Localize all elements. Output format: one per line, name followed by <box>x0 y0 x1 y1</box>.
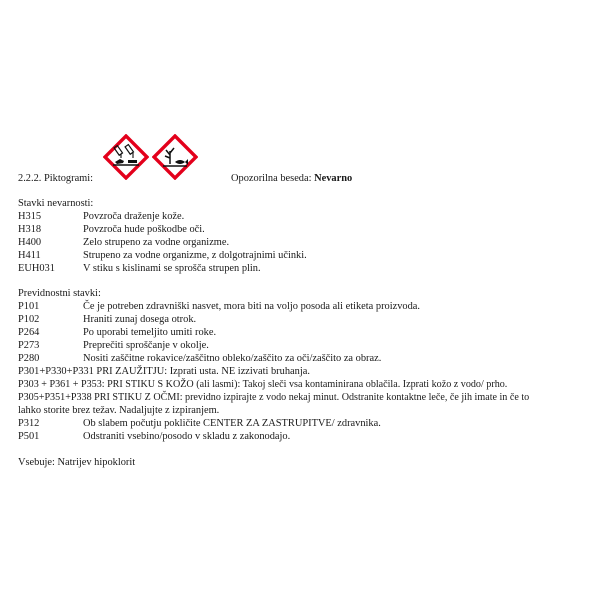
ghs05-corrosion-icon <box>103 134 149 180</box>
precautionary-text: Če je potreben zdravniški nasvet, mora biti na voljo posoda ali etiketa proizvoda. <box>83 301 421 312</box>
hazard-text: Povzroča hude poškodbe oči. <box>83 224 205 235</box>
precautionary-code: P264 <box>18 327 40 338</box>
precautionary-code: P273 <box>18 340 40 351</box>
precautionary-heading: Previdnostni stavki: <box>18 288 101 299</box>
precautionary-code: P501 <box>18 431 40 442</box>
precautionary-combined-p303: P303 + P361 + P353: PRI STIKU S KOŽO (ali lasmi): Takoj sleči vsa kontaminirana oblačila. Izprati kožo z vodo/ prho. <box>18 379 508 390</box>
precautionary-combined-p305: P305+P351+P338 PRI STIKU Z OČMI: previdno izpirajte z vodo nekaj minut. Odstranite kontaktne leče, če jih imate in če to <box>18 392 530 403</box>
precautionary-combined-p305-continued: lahko storite brez težav. Nadaljujte z izpiranjem. <box>18 405 220 416</box>
precautionary-text: Ob slabem počutju pokličite CENTER ZA ZASTRUPITVE/ zdravnika. <box>83 418 381 429</box>
hazard-heading: Stavki nevarnosti: <box>18 198 94 209</box>
hazard-text: Strupeno za vodne organizme, z dolgotrajnimi učinki. <box>83 250 307 261</box>
hazard-code: H315 <box>18 211 42 222</box>
precautionary-code: P102 <box>18 314 40 325</box>
precautionary-code: P101 <box>18 301 40 312</box>
hazard-text: Zelo strupeno za vodne organizme. <box>83 237 230 248</box>
signal-word <box>231 172 352 185</box>
signal-word-value: Nevarno <box>314 173 353 184</box>
hazard-text: Povzroča draženje kože. <box>83 211 185 222</box>
ghs09-environment-icon <box>152 134 198 180</box>
hazard-code: H400 <box>18 237 42 248</box>
precautionary-code: P280 <box>18 353 40 364</box>
contains-statement: Vsebuje: Natrijev hipoklorit <box>18 457 136 468</box>
precautionary-text: Hraniti zunaj dosega otrok. <box>83 314 197 325</box>
precautionary-text: Odstraniti vsebino/posodo v skladu z zakonodajo. <box>83 431 291 442</box>
pictograms-label: 2.2.2. Piktogrami: <box>18 173 94 184</box>
precautionary-code: P312 <box>18 418 40 429</box>
signal-word-label: Opozorilna beseda: <box>231 173 312 184</box>
hazard-code: H411 <box>18 250 41 261</box>
precautionary-text: Nositi zaščitne rokavice/zaščitno obleko/zaščito za oči/zaščito za obraz. <box>83 353 382 364</box>
precautionary-text: Preprečiti sproščanje v okolje. <box>83 340 209 351</box>
precautionary-combined-p301: P301+P330+P331 PRI ZAUŽITJU: Izprati usta. NE izzivati bruhanja. <box>18 366 310 377</box>
hazard-code: EUH031 <box>18 263 55 274</box>
precautionary-text: Po uporabi temeljito umiti roke. <box>83 327 217 338</box>
hazard-text: V stiku s kislinami se sprošča strupen plin. <box>83 263 261 274</box>
hazard-code: H318 <box>18 224 42 235</box>
